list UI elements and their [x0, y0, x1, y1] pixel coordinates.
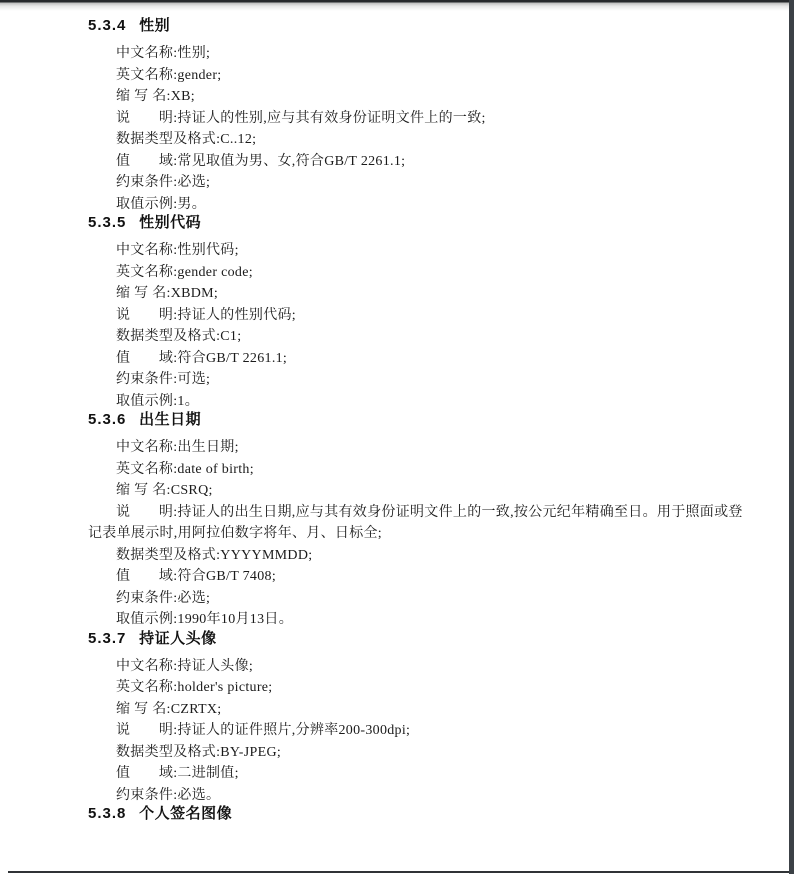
field-value: date of birth;	[177, 461, 254, 477]
field-line	[88, 129, 755, 151]
field-value: 男。	[177, 196, 206, 212]
field-label: 缩 写 名:	[116, 701, 171, 717]
field-label: 说 明:	[116, 504, 178, 520]
field-line	[88, 43, 755, 65]
field-label: 缩 写 名:	[116, 89, 171, 104]
field-value: YYYYMMDD;	[220, 547, 313, 563]
field-label: 说 明:	[116, 110, 178, 126]
section-number: 5.3.4	[88, 17, 127, 34]
field-line	[88, 480, 755, 502]
section-heading	[88, 631, 755, 647]
section-number: 5.3.6	[88, 411, 127, 428]
field-value: 持证人的性别代码;	[177, 307, 296, 323]
field-label: 英文名称:	[116, 67, 178, 83]
field-line	[88, 283, 755, 305]
field-label: 数据类型及格式:	[116, 132, 221, 147]
field-value: 符合GB/T 2261.1;	[177, 350, 288, 366]
field-line	[88, 151, 755, 173]
field-value: 可选;	[177, 372, 211, 387]
field-label: 中文名称:	[116, 440, 178, 455]
field-line	[88, 305, 755, 327]
field-line	[88, 699, 755, 721]
section-number: 5.3.8	[88, 805, 127, 822]
field-value: 出生日期;	[177, 440, 239, 455]
field-label: 取值示例:	[116, 393, 178, 409]
field-value: 必选。	[177, 787, 221, 803]
field-value: 持证人的性别,应与其有效身份证明文件上的一致;	[177, 110, 486, 126]
field-label: 英文名称:	[116, 680, 178, 695]
field-label: 说 明:	[116, 307, 178, 323]
field-value: XB;	[170, 89, 195, 104]
field-line	[88, 459, 755, 481]
field-line	[88, 348, 755, 370]
field-value: 常见取值为男、女,符合GB/T 2261.1;	[177, 153, 406, 169]
field-value: gender code;	[177, 264, 253, 280]
document-page	[0, 11, 789, 871]
field-line	[88, 86, 755, 108]
field-label: 值 域:	[116, 153, 178, 169]
field-value: BY-JPEG;	[220, 744, 282, 760]
field-label: 数据类型及格式:	[116, 744, 221, 760]
field-value: 持证人的证件照片,分辨率200-300dpi;	[177, 723, 411, 738]
section-heading	[88, 18, 755, 34]
field-label: 值 域:	[116, 766, 178, 781]
field-value: 持证人的出生日期,应与其有效身份证明文件上的一致,按公元纪年精确至日。用于照面或登记表单展示时,用阿拉伯数字将年、月、日标全;	[88, 504, 743, 541]
document-section	[88, 412, 755, 631]
field-line	[88, 262, 755, 284]
field-label: 约束条件:	[116, 372, 178, 387]
field-value: 必选;	[177, 175, 211, 190]
field-line	[88, 194, 755, 216]
field-label: 值 域:	[116, 350, 178, 366]
section-title: 个人签名图像	[139, 805, 233, 822]
field-value: 持证人头像;	[177, 658, 254, 674]
field-line	[88, 326, 755, 348]
field-label: 中文名称:	[116, 46, 178, 61]
field-label: 数据类型及格式:	[116, 329, 221, 344]
field-label: 中文名称:	[116, 658, 178, 674]
field-line	[88, 677, 755, 699]
field-line	[88, 437, 755, 459]
document-section	[88, 806, 755, 822]
field-line	[88, 240, 755, 262]
field-line	[88, 108, 755, 130]
field-label: 约束条件:	[116, 175, 178, 190]
document-section	[88, 215, 755, 412]
field-line	[88, 172, 755, 194]
page-bottom-rule	[8, 871, 789, 873]
field-value: holder's picture;	[177, 680, 273, 695]
document-section	[88, 631, 755, 807]
field-line	[88, 720, 755, 742]
section-title: 性别	[139, 17, 171, 34]
field-value: CSRQ;	[170, 483, 213, 498]
field-value: 1990年10月13日。	[177, 612, 293, 627]
field-line	[88, 785, 755, 807]
field-line	[88, 65, 755, 87]
document-section	[88, 18, 755, 215]
field-line	[88, 588, 755, 610]
field-value: 性别;	[177, 46, 211, 61]
field-line	[88, 502, 755, 545]
section-heading	[88, 215, 755, 231]
field-value: 二进制值;	[177, 766, 239, 781]
field-label: 缩 写 名:	[116, 286, 171, 301]
viewer-right-edge	[789, 0, 794, 874]
field-label: 说 明:	[116, 723, 178, 738]
field-label: 中文名称:	[116, 243, 178, 258]
field-label: 数据类型及格式:	[116, 547, 221, 563]
section-title: 出生日期	[139, 411, 202, 428]
section-number: 5.3.5	[88, 214, 127, 231]
field-label: 缩 写 名:	[116, 483, 171, 498]
field-label: 约束条件:	[116, 590, 178, 606]
field-value: 符合GB/T 7408;	[177, 569, 277, 584]
field-value: 必选;	[177, 590, 211, 606]
section-heading	[88, 412, 755, 428]
field-value: C1;	[220, 329, 242, 344]
field-value: 1。	[177, 393, 199, 409]
section-title: 性别代码	[139, 214, 202, 231]
section-number: 5.3.7	[88, 629, 127, 647]
field-line	[88, 566, 755, 588]
field-line	[88, 763, 755, 785]
field-value: gender;	[177, 67, 222, 83]
field-line	[88, 742, 755, 764]
field-line	[88, 609, 755, 631]
field-line	[88, 545, 755, 567]
field-value: 性别代码;	[177, 243, 239, 258]
field-value: C..12;	[220, 132, 257, 147]
field-label: 取值示例:	[116, 612, 178, 627]
field-label: 英文名称:	[116, 461, 178, 477]
field-value: XBDM;	[170, 286, 219, 301]
field-line	[88, 656, 755, 678]
field-label: 取值示例:	[116, 196, 178, 212]
field-label: 值 域:	[116, 569, 178, 584]
section-heading	[88, 806, 755, 822]
page-top-edge	[0, 0, 794, 11]
field-label: 约束条件:	[116, 787, 178, 803]
field-line	[88, 391, 755, 413]
field-line	[88, 369, 755, 391]
field-label: 英文名称:	[116, 264, 178, 280]
field-value: CZRTX;	[170, 701, 222, 717]
section-title: 持证人头像	[139, 629, 217, 647]
